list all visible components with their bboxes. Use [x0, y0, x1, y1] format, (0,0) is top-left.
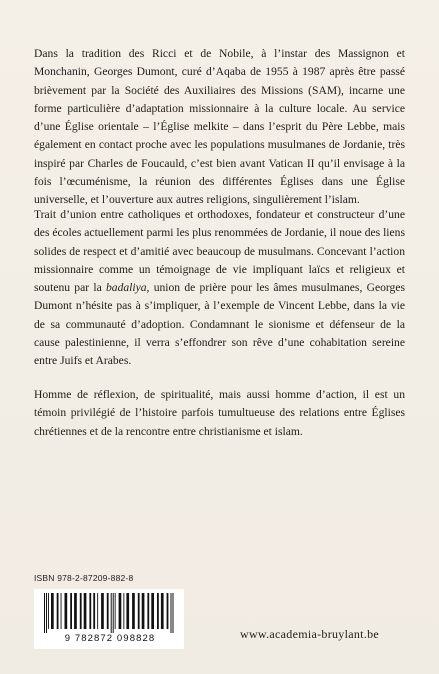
- paragraph-1-text: Dans la tradition des Ricci et de Nobile, à l’instar des Massignon et Monchanin, Georges Dumont, curé d’Aqaba de 1955 à 1987 après être passé brièvement par la Société des Auxiliaires des Missions (SAM), incarne une forme particulière d’adaptation missionnaire à la culture locale. Au service d’une Église orientale – l’Église melkite – dans l’esprit du Père Lebbe, mais également en contact proche avec les populations musulmanes de Jordanie, très inspiré par Charles de Foucauld, c’est bien avant Vatican II qu’il envisage à la fois l’œcuménisme, la réunion des différentes Églises dans une Église universelle, et l’ouverture aux autres religions, singulièrement l’islam.: [34, 47, 405, 207]
- barcode-bars: [42, 593, 178, 633]
- paragraph-3: [34, 386, 405, 441]
- paragraph-2-text: Trait d’union entre catholiques et orthodoxes, fondateur et constructeur d’une des écoles actuellement parmi les plus renommées de Jordanie, il noue des liens solides de respect et d’amitié avec beaucoup de musulmans. Concevant l’action missionnaire comme un témoignage de vie impliquant laïcs et religieux et soutenu par la badaliya, union de prière pour les âmes musulmanes, Georges Dumont n’hésite pas à s’impliquer, à l’exemple de Vincent Lebbe, dans la vie de sa communauté d’adoption. Condamnant le sionisme et défenseur de la cause palestinienne, il verra s’effondrer son rêve d’une cohabitation sereine entre Juifs et Arabes.: [34, 208, 405, 368]
- isbn-label: ISBN 978-2-87209-882-8: [34, 573, 134, 583]
- barcode: [34, 589, 184, 649]
- publisher-website: www.academia-bruylant.be: [240, 627, 380, 641]
- paragraph-2: [34, 206, 405, 371]
- barcode-digits: 9 782872 098828: [64, 633, 156, 644]
- paragraph-3-text: Homme de réflexion, de spiritualité, mais aussi homme d’action, il est un témoin privilégié de l’histoire parfois tumultueuse des relations entre Églises chrétiennes et de la rencontre entre christianisme et islam.: [34, 388, 405, 438]
- paragraph-1: [34, 45, 405, 210]
